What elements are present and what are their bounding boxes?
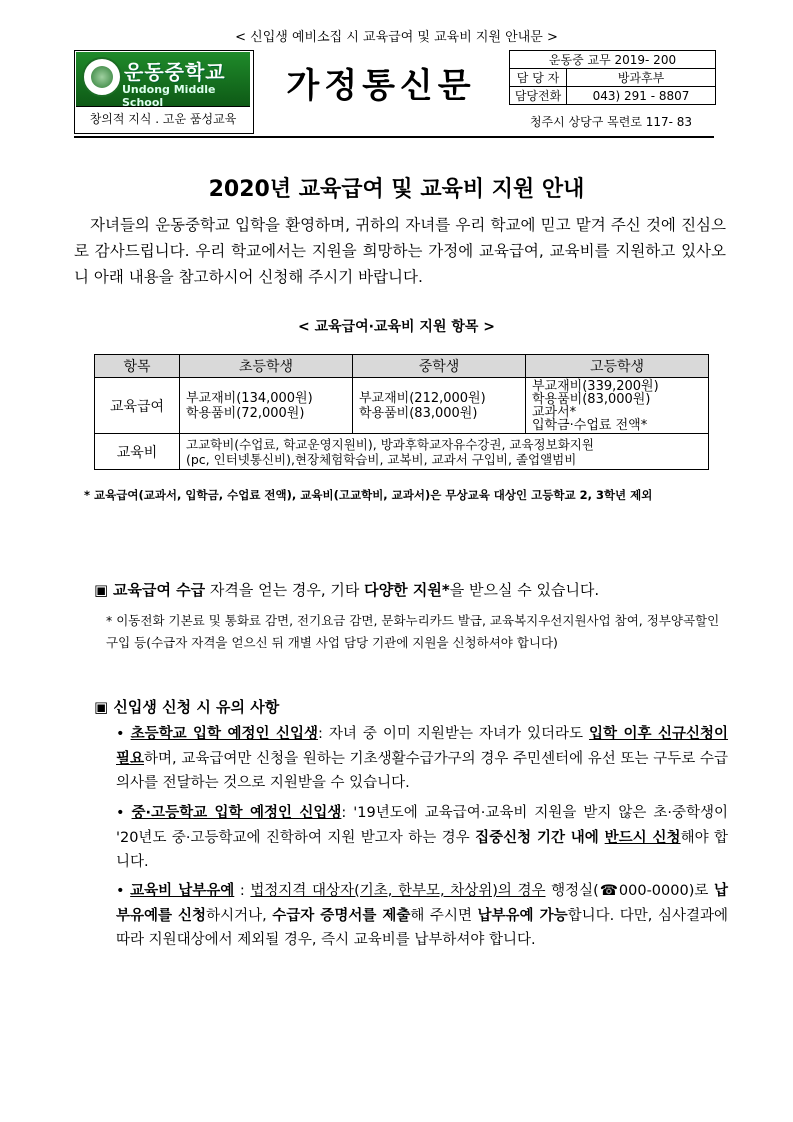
school-address: 청주시 상당구 목련로 117- 83 (529, 115, 693, 129)
manager-value: 방과후부 (567, 69, 716, 87)
contact-info-table (509, 50, 716, 105)
cell-middle: 부교재비(212,000원) 학용품비(83,000원) (353, 378, 526, 434)
header-elementary: 초등학생 (180, 355, 353, 378)
phone-value: 043) 291 - 8807 (567, 87, 716, 105)
list-item: • 초등학교 입학 예정인 신입생: 자녀 중 이미 지원받는 자녀가 있더라도 입학 이후 신규신청이 필요하며, 교육급여만 신청을 원하는 기초생활수급가구의 경우 주민센터에 유선 또는 구두로 수급의사를 전달하는 것으로 지원받을 수 있습니다. (116, 726, 728, 791)
header-divider (74, 136, 714, 138)
section2-heading: ▣ 신입생 신청 시 유의 사항 (94, 698, 280, 716)
cell-edu-cost: 고교학비(수업료, 학교운영지원비), 방과후학교자유수강권, 교육정보화지원 (pc, 인터넷통신비),현장체험학습비, 교복비, 교과서 구입비, 졸업앨범비 (180, 434, 709, 470)
header-middle: 중학생 (353, 355, 526, 378)
school-name-ko: 운동중학교 (124, 60, 226, 84)
list-item: • 교육비 납부유예 : 법정지격 대상자(기초, 한부모, 차상위)의 경우 행정실(☎000-0000)로 납부유예를 신청하시거나, 수급자 증명서를 제출해 주시면 납부유예 가능합니다. 다만, 심사결과에 따라 지원대상에서 제외될 경우, 즉시 교육비를 납부하셔야 합니다. (116, 883, 729, 948)
cell-high: 부교재비(339,200원) 학용품비(83,000원) 교과서* 입학금·수업료 전액* (526, 378, 709, 434)
school-slogan: 창의적 지식 . 고운 품성교육 (89, 112, 237, 126)
school-logo (76, 52, 250, 107)
header-item: 항목 (95, 355, 180, 378)
intro-paragraph: 자녀들의 운동중학교 입학을 환영하며, 귀하의 자녀를 우리 학교에 믿고 맡겨 주신 것에 진심으로 감사드립니다. 우리 학교에서는 지원을 희망하는 가정에 교육급여, 교육비를 지원하고 있사오니 아래 내용을 참고하시어 신청해 주시기 바랍니다. (74, 216, 726, 286)
row-label-edu-benefit: 교육급여 (95, 378, 180, 434)
section1-heading: ▣ 교육급여 수급 자격을 얻는 경우, 기타 다양한 지원*을 받으실 수 있습니다. (94, 581, 600, 599)
support-table-title: < 교육급여·교육비 지원 항목 > (297, 319, 496, 335)
newsletter-title: 가정통신문 (286, 66, 476, 106)
table-footnote: * 교육급여(교과서, 입학금, 수업료 전액), 교육비(고교학비, 교과서)은 무상교육 대상인 고등학교 2, 3학년 제외 (84, 488, 653, 502)
phone-label: 담당전화 (510, 87, 567, 105)
cell-elementary: 부교재비(134,000원) 학용품비(72,000원) (180, 378, 353, 434)
top-notice: < 신입생 예비소집 시 교육급여 및 교육비 지원 안내문 > (235, 30, 558, 45)
header-high: 고등학생 (526, 355, 709, 378)
doc-number: 운동중 교무 2019- 200 (510, 51, 716, 69)
list-item: • 중·고등학교 입학 예정인 신입생: '19년도에 교육급여·교육비 지원을 받지 않은 초·중학생이 '20년도 중·고등학교에 진학하여 지원 받고자 하는 경우 집중신청 기간 내에 반드시 신청해야 합니다. (116, 805, 728, 870)
school-emblem-icon (82, 57, 122, 97)
support-table (94, 354, 709, 470)
row-label-edu-cost: 교육비 (95, 434, 180, 470)
document-title: 2020년 교육급여 및 교육비 지원 안내 (208, 177, 585, 202)
section1-note: * 이동전화 기본료 및 통화료 감면, 전기요금 감면, 문화누리카드 발급, 교육복지우선지원사업 참여, 정부양곡할인구입 등(수급자 자격을 얻으신 뒤 개별 사업 담당 기관에 지원을 신청하셔야 합니다) (106, 613, 720, 650)
school-name-en: Undong Middle School (122, 83, 216, 109)
manager-label: 담 당 자 (510, 69, 567, 87)
